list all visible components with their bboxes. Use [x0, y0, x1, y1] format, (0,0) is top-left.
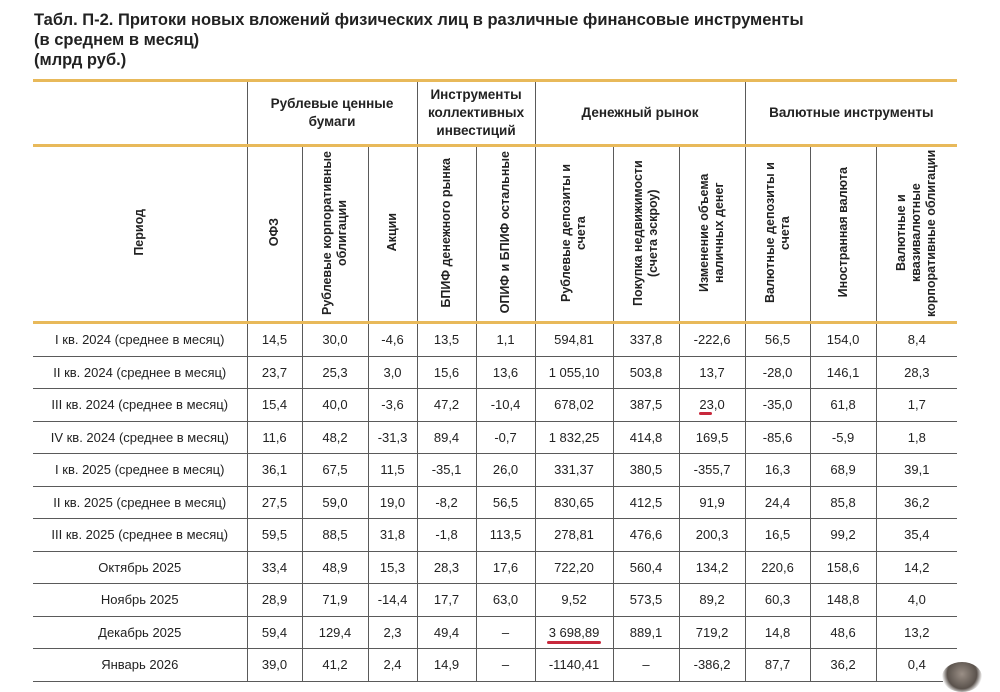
value-cell: 15,6 — [417, 356, 476, 389]
value-cell: 380,5 — [613, 454, 679, 487]
table-row — [33, 356, 957, 389]
value-cell: 169,5 — [679, 421, 745, 454]
value-cell: 31,8 — [368, 519, 417, 552]
value-cell — [535, 616, 613, 649]
value-cell: 99,2 — [810, 519, 876, 552]
value-cell: -3,6 — [368, 389, 417, 422]
value-cell: 48,6 — [810, 616, 876, 649]
value-cell: 61,8 — [810, 389, 876, 422]
value-cell: 26,0 — [476, 454, 535, 487]
value-cell: 200,3 — [679, 519, 745, 552]
value-cell: 14,8 — [745, 616, 810, 649]
col-header-ruble-deposits[interactable]: Рублевые депозиты и счета — [535, 146, 613, 323]
value-cell: 88,5 — [302, 519, 368, 552]
value-cell: 33,4 — [247, 551, 302, 584]
value-cell: 15,3 — [368, 551, 417, 584]
value-cell: 68,9 — [810, 454, 876, 487]
value-cell: 14,2 — [876, 551, 957, 584]
value-cell: 87,7 — [745, 649, 810, 682]
value-cell: 17,6 — [476, 551, 535, 584]
value-cell: 35,4 — [876, 519, 957, 552]
value-cell: 16,3 — [745, 454, 810, 487]
table-row — [33, 486, 957, 519]
value-cell: -31,3 — [368, 421, 417, 454]
value-cell: 30,0 — [302, 323, 368, 357]
value-cell: 9,52 — [535, 584, 613, 617]
value-cell: 39,1 — [876, 454, 957, 487]
value-cell: 36,1 — [247, 454, 302, 487]
table-row — [33, 421, 957, 454]
period-cell: Январь 2026 — [33, 649, 247, 682]
group-header-row — [33, 81, 957, 146]
value-cell: 719,2 — [679, 616, 745, 649]
value-cell: 59,4 — [247, 616, 302, 649]
table-caption — [34, 10, 804, 70]
value-cell: 59,5 — [247, 519, 302, 552]
value-cell: 14,5 — [247, 323, 302, 357]
table-row — [33, 551, 957, 584]
value-cell: -1140,41 — [535, 649, 613, 682]
value-cell: 48,2 — [302, 421, 368, 454]
period-cell: III кв. 2024 (среднее в месяц) — [33, 389, 247, 422]
period-cell: II кв. 2025 (среднее в месяц) — [33, 486, 247, 519]
value-cell: 56,5 — [476, 486, 535, 519]
caption-line-2: (в среднем в месяц) — [34, 31, 200, 49]
value-cell: 28,3 — [417, 551, 476, 584]
value-cell: 91,9 — [679, 486, 745, 519]
value-cell: 148,8 — [810, 584, 876, 617]
value-cell: 19,0 — [368, 486, 417, 519]
value-cell: -35,1 — [417, 454, 476, 487]
value-cell: 8,4 — [876, 323, 957, 357]
value-cell: 678,02 — [535, 389, 613, 422]
group-header-ruble-securities: Рублевые ценные бумаги — [247, 81, 417, 146]
avatar-thumbnail — [942, 662, 982, 692]
value-cell: 158,6 — [810, 551, 876, 584]
value-cell: 28,9 — [247, 584, 302, 617]
value-cell: 146,1 — [810, 356, 876, 389]
group-header-money-market: Денежный рынок — [535, 81, 745, 146]
value-cell: 89,4 — [417, 421, 476, 454]
period-cell: Декабрь 2025 — [33, 616, 247, 649]
period-cell: I кв. 2025 (среднее в месяц) — [33, 454, 247, 487]
value-cell: -386,2 — [679, 649, 745, 682]
value-cell: 129,4 — [302, 616, 368, 649]
table-row — [33, 454, 957, 487]
value-cell: 220,6 — [745, 551, 810, 584]
value-cell: 154,0 — [810, 323, 876, 357]
caption-line-1: Табл. П-2. Притоки новых вложений физических лиц в различные финансовые инструменты — [34, 11, 804, 29]
value-cell: 14,9 — [417, 649, 476, 682]
value-cell — [679, 389, 745, 422]
value-cell: 4,0 — [876, 584, 957, 617]
value-cell: – — [476, 649, 535, 682]
value-cell: 13,7 — [679, 356, 745, 389]
value-cell: 13,6 — [476, 356, 535, 389]
value-cell: 3,0 — [368, 356, 417, 389]
value-cell: -28,0 — [745, 356, 810, 389]
value-cell: 414,8 — [613, 421, 679, 454]
value-cell: -1,8 — [417, 519, 476, 552]
table-row — [33, 323, 957, 357]
value-cell: 16,5 — [745, 519, 810, 552]
value-cell: 60,3 — [745, 584, 810, 617]
value-cell: 0,4 — [876, 649, 957, 682]
value-cell: 594,81 — [535, 323, 613, 357]
value-cell: 573,5 — [613, 584, 679, 617]
value-cell: -14,4 — [368, 584, 417, 617]
value-cell: 13,5 — [417, 323, 476, 357]
value-cell: 39,0 — [247, 649, 302, 682]
value-cell: 23,7 — [247, 356, 302, 389]
value-cell: 49,4 — [417, 616, 476, 649]
inflows-table — [33, 79, 957, 682]
value-cell: 503,8 — [613, 356, 679, 389]
value-cell: 40,0 — [302, 389, 368, 422]
period-cell: II кв. 2024 (среднее в месяц) — [33, 356, 247, 389]
value-cell: 17,7 — [417, 584, 476, 617]
value-cell: -5,9 — [810, 421, 876, 454]
value-cell: 331,37 — [535, 454, 613, 487]
value-cell: -10,4 — [476, 389, 535, 422]
col-header-cash-change[interactable]: Изменение объема наличных денег — [679, 146, 745, 323]
group-header-empty — [33, 81, 247, 146]
value-cell: 36,2 — [876, 486, 957, 519]
value-cell: 1,8 — [876, 421, 957, 454]
value-cell: -35,0 — [745, 389, 810, 422]
marked-value: 23,0 — [699, 397, 725, 413]
value-cell: 59,0 — [302, 486, 368, 519]
value-cell: 48,9 — [302, 551, 368, 584]
value-cell: 722,20 — [535, 551, 613, 584]
value-cell: 13,2 — [876, 616, 957, 649]
col-header-fx-deposits[interactable]: Валютные депозиты и счета — [745, 146, 810, 323]
col-header-period[interactable]: Период — [33, 146, 247, 323]
column-header-row — [33, 146, 957, 323]
value-cell: 278,81 — [535, 519, 613, 552]
value-cell: -4,6 — [368, 323, 417, 357]
table-row — [33, 616, 957, 649]
value-cell: 560,4 — [613, 551, 679, 584]
value-cell: 89,2 — [679, 584, 745, 617]
table-row — [33, 519, 957, 552]
value-cell: 85,8 — [810, 486, 876, 519]
value-cell: 1 055,10 — [535, 356, 613, 389]
value-cell: 47,2 — [417, 389, 476, 422]
table-row — [33, 389, 957, 422]
value-cell: -85,6 — [745, 421, 810, 454]
col-header-other-funds[interactable]: ОПИФ и БПИФ остальные — [476, 146, 535, 323]
period-cell: Октябрь 2025 — [33, 551, 247, 584]
value-cell: -0,7 — [476, 421, 535, 454]
caption-line-3: (млрд руб.) — [34, 51, 127, 69]
value-cell: 15,4 — [247, 389, 302, 422]
value-cell: 2,4 — [368, 649, 417, 682]
period-cell: I кв. 2024 (среднее в месяц) — [33, 323, 247, 357]
value-cell: 28,3 — [876, 356, 957, 389]
group-header-collective-investments: Инструменты коллективных инвестиций — [417, 81, 535, 146]
col-header-ruble-corp-bonds[interactable]: Рублевые корпоративные облигации — [302, 146, 368, 323]
table-row — [33, 584, 957, 617]
highlighted-value: 3 698,89 — [548, 624, 600, 640]
value-cell: -8,2 — [417, 486, 476, 519]
value-cell: 830,65 — [535, 486, 613, 519]
value-cell: – — [613, 649, 679, 682]
value-cell: 2,3 — [368, 616, 417, 649]
value-cell: 134,2 — [679, 551, 745, 584]
value-cell: 24,4 — [745, 486, 810, 519]
value-cell: 27,5 — [247, 486, 302, 519]
value-cell: 1 832,25 — [535, 421, 613, 454]
col-header-real-estate-escrow[interactable]: Покупка недвижимости (счета эскроу) — [613, 146, 679, 323]
value-cell: 41,2 — [302, 649, 368, 682]
value-cell: 11,5 — [368, 454, 417, 487]
value-cell: 36,2 — [810, 649, 876, 682]
value-cell: 63,0 — [476, 584, 535, 617]
value-cell: 387,5 — [613, 389, 679, 422]
col-header-fx-corp-bonds[interactable]: Валютные и квазивалютные корпоративные облигации — [876, 146, 957, 323]
value-cell: 11,6 — [247, 421, 302, 454]
value-cell: -222,6 — [679, 323, 745, 357]
value-cell: – — [476, 616, 535, 649]
value-cell: 56,5 — [745, 323, 810, 357]
value-cell: 71,9 — [302, 584, 368, 617]
value-cell: 412,5 — [613, 486, 679, 519]
col-header-foreign-currency[interactable]: Иностранная валюта — [810, 146, 876, 323]
value-cell: 337,8 — [613, 323, 679, 357]
table-body — [33, 323, 957, 682]
period-cell: Ноябрь 2025 — [33, 584, 247, 617]
value-cell: 1,1 — [476, 323, 535, 357]
value-cell: -355,7 — [679, 454, 745, 487]
value-cell: 25,3 — [302, 356, 368, 389]
col-header-stocks[interactable]: Акции — [368, 146, 417, 323]
value-cell: 67,5 — [302, 454, 368, 487]
value-cell: 113,5 — [476, 519, 535, 552]
period-cell: III кв. 2025 (среднее в месяц) — [33, 519, 247, 552]
group-header-currency-instruments: Валютные инструменты — [745, 81, 957, 146]
period-cell: IV кв. 2024 (среднее в месяц) — [33, 421, 247, 454]
value-cell: 1,7 — [876, 389, 957, 422]
col-header-mm-etf[interactable]: БПИФ денежного рынка — [417, 146, 476, 323]
col-header-ofz[interactable]: ОФЗ — [247, 146, 302, 323]
value-cell: 476,6 — [613, 519, 679, 552]
value-cell: 889,1 — [613, 616, 679, 649]
table-row — [33, 649, 957, 682]
